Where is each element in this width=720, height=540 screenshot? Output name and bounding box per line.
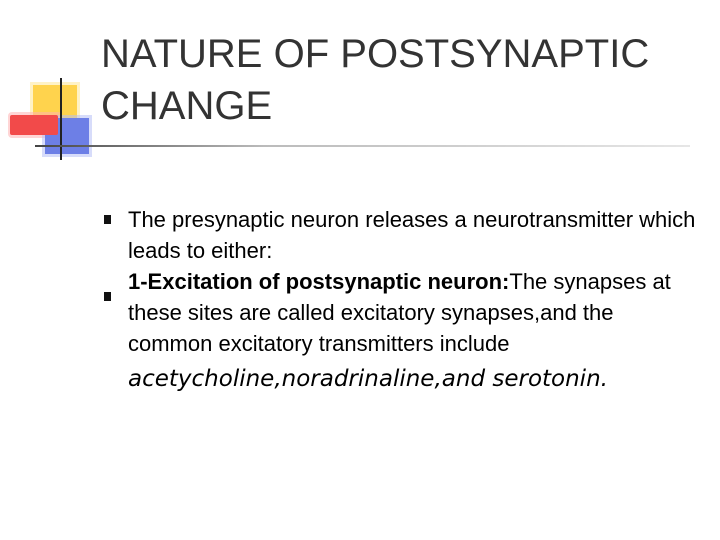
title-underline-rule	[35, 145, 690, 147]
decorative-red-bar	[10, 115, 58, 135]
bullet-item-2-italic-text: acetycholine,noradrinaline,and serotonin.	[128, 366, 608, 392]
bullet-item-2	[128, 266, 698, 397]
bullet-square-icon	[104, 292, 111, 301]
bullet-item-1-text: The presynaptic neuron releases a neurotransmitter which leads to either:	[128, 207, 696, 263]
bullet-item-1	[128, 204, 698, 266]
bullet-square-icon	[104, 215, 111, 224]
bullet-item-2-bold-text: 1-Excitation of postsynaptic neuron:	[128, 269, 510, 294]
slide-title	[101, 28, 701, 132]
bullet-item-2-text: The synapses at these sites are called excitatory synapses,and the common excitatory transmitters include	[128, 269, 671, 356]
bullet-list	[128, 204, 698, 397]
slide-title-line-1: NATURE OF POSTSYNAPTIC	[101, 32, 650, 76]
slide-title-line-2: CHANGE	[101, 84, 273, 128]
decorative-vertical-line	[60, 78, 62, 160]
